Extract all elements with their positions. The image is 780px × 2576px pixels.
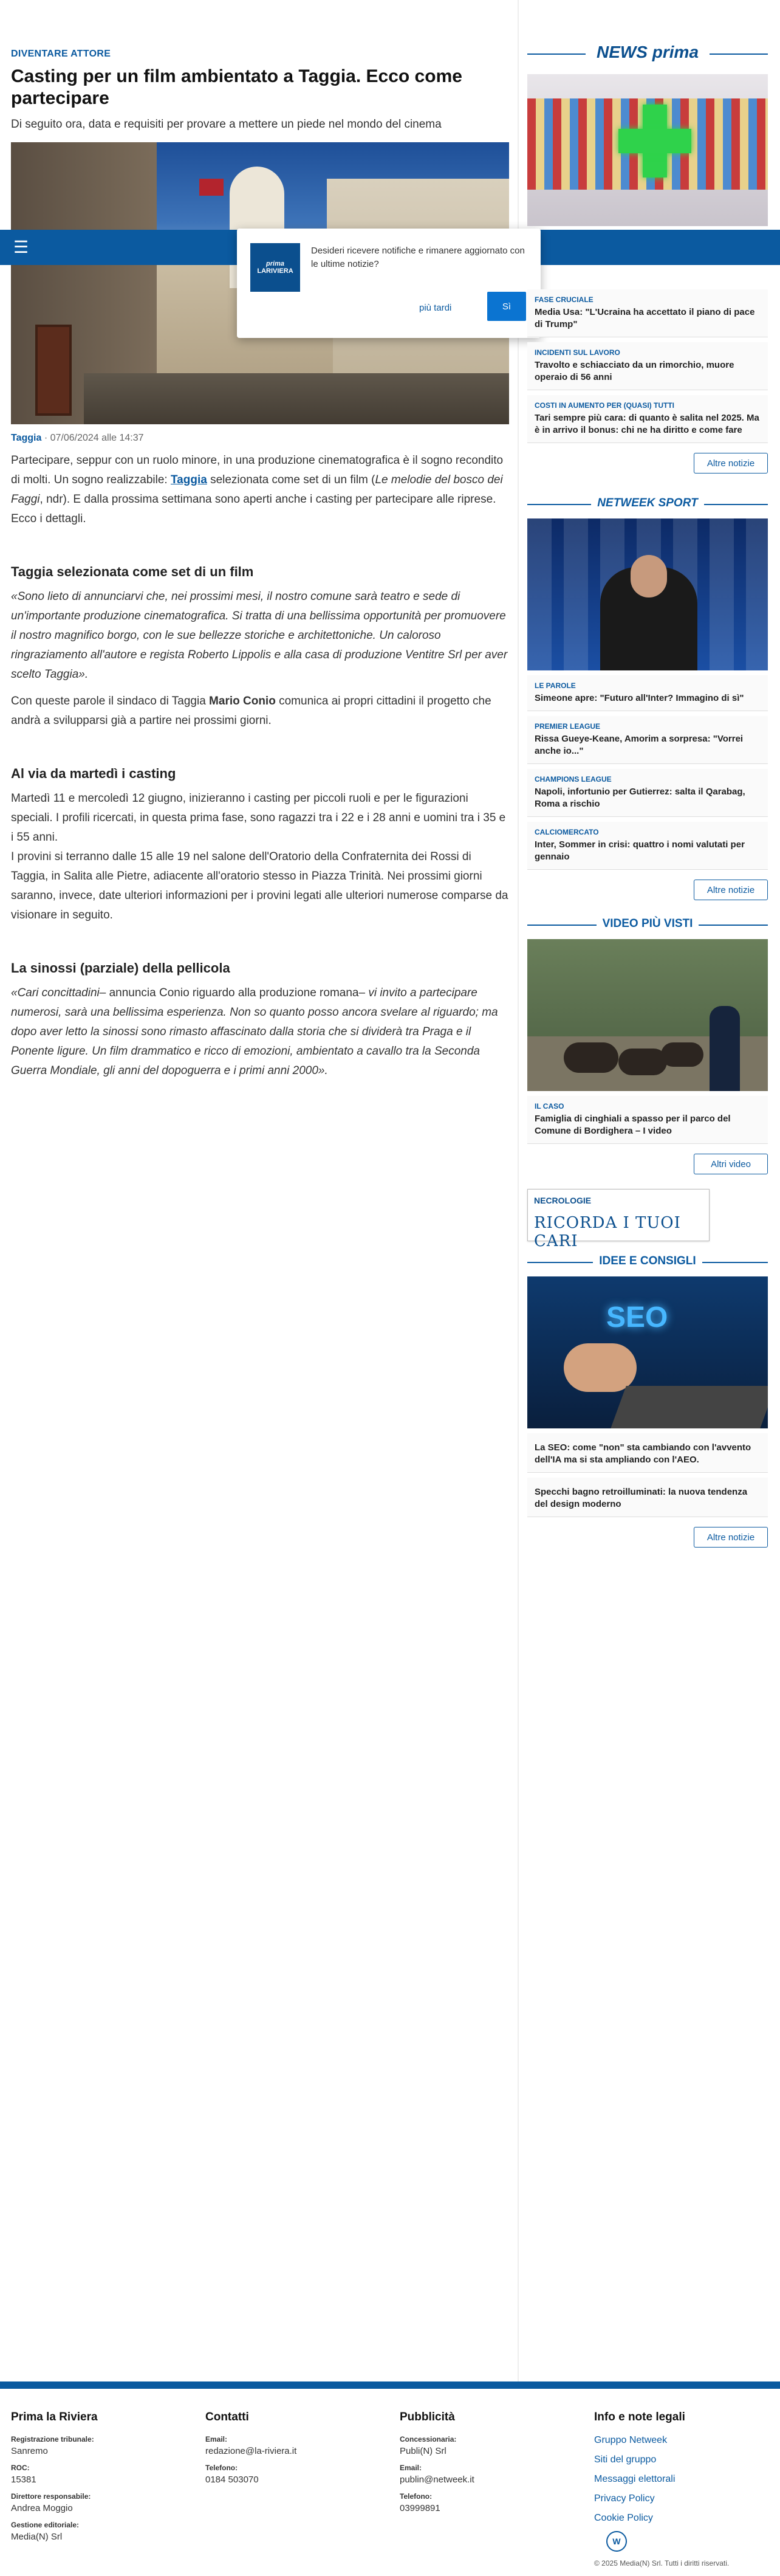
ideas-header (527, 1250, 768, 1274)
section-heading: La sinossi (parziale) della pellicola (11, 960, 230, 976)
more-ideas-button[interactable]: Altre notizie (694, 1527, 768, 1548)
allow-button[interactable]: Sì (487, 292, 526, 321)
footer-col-contacts: Contatti Email: redazione@la-riviera.it Telefono: 0184 503070 (205, 2411, 297, 2485)
video-item[interactable]: IL CASO Famiglia di cinghiali a spasso per il parco del Comune di Bordighera – I video (527, 1096, 768, 1144)
ideas-section-title: IDEE E CONSIGLI (593, 1255, 702, 1267)
sport-item[interactable]: PREMIER LEAGUE Rissa Gueye-Keane, Amorim a sorpresa: "Vorrei anche io..." (527, 716, 768, 764)
copyright: © 2025 Media(N) Srl. Tutti i diritti riservati. (594, 2559, 730, 2567)
article-quote: «Cari concittadini– annuncia Conio riguardo alla produzione romana– vi invito a partecipare numerosi, sarà una bellissima esperienza. Non so quanto posso ancora svelare al riguardo; ma dopo aver letto la sinossi sono rimasto affascinato dalla storia che si dividerà tra Praga e il Ponente ligure. Un film drammatico e ricco di emozioni, ambientato a cavallo tra la Seconda Guerra Mondiale, gli anni del dopoguerra e i primi anni 2000». (11, 987, 498, 1077)
column-divider (518, 0, 519, 2383)
news-item[interactable]: FASE CRUCIALE Media Usa: "L'Ucraina ha accettato il piano di pace di Trump" (527, 289, 768, 337)
footer-link[interactable]: Cookie Policy (594, 2513, 653, 2523)
sport-item[interactable]: CHAMPIONS LEAGUE Napoli, infortunio per Gutierrez: salta il Qarabag, Roma a rischio (527, 769, 768, 817)
more-videos-button[interactable]: Altri video (694, 1154, 768, 1174)
footer-col-ads: Pubblicità Concessionaria: Publi(N) Srl Email: publin@netweek.it Telefono: 03999891 (400, 2411, 474, 2513)
article-paragraph: I provini si terranno dalle 15 alle 19 nel salone dell'Oratorio della Confraternita dei Rossi di Taggia, in Salita alle Pietre, adiacente all'oratorio stesso in Piazza Trinità. Nei prossimi giorni saranno, invece, date ulteriori informazioni per i provini legati alle ulteriori numerose comparse da visionare in seguito. (11, 850, 508, 921)
footer-link[interactable]: Privacy Policy (594, 2493, 655, 2504)
video-thumbnail[interactable] (527, 939, 768, 1091)
popup-message: Desideri ricevere notifiche e rimanere aggiornato con le ultime notizie? (311, 246, 525, 269)
article-category-link[interactable]: Taggia (11, 433, 42, 443)
news-prima-logo[interactable]: NEWS prima (586, 43, 710, 62)
video-section-title: VIDEO PIÙ VISTI (597, 917, 699, 930)
seo-article-image[interactable]: SEO (527, 1276, 768, 1428)
ideas-item[interactable]: La SEO: come "non" sta cambiando con l'avvento dell'IA ma si sta ampliando con l'AEO. (527, 1433, 768, 1473)
ideas-item[interactable]: Specchi bagno retroilluminati: la nuova tendenza del design moderno (527, 1478, 768, 1517)
footer-link[interactable]: Siti del gruppo (594, 2454, 657, 2465)
sport-header (527, 492, 768, 516)
video-header (527, 912, 768, 937)
section-heading: Al via da martedì i casting (11, 766, 176, 781)
news-item[interactable]: INCIDENTI SUL LAVORO Travolto e schiacciato da un rimorchio, muore operaio di 56 anni (527, 342, 768, 390)
section-heading: Taggia selezionata come set di un film (11, 564, 254, 579)
more-news-button[interactable]: Altre notizie (694, 453, 768, 474)
news-prima-header (527, 36, 768, 71)
footer-link[interactable]: Messaggi elettorali (594, 2474, 676, 2484)
sport-image[interactable] (527, 518, 768, 670)
notification-popup (237, 229, 541, 338)
article-meta (11, 433, 509, 444)
article-paragraph: Partecipare, seppur con un ruolo minore, in una produzione cinematografica è il sogno recondito di molti. Un sogno realizzabile: Taggia selezionata come set di un film (Le melodie del bosco dei Faggi, ndr). E dalla prossima settimana sono aperti anche i casting per partecipare alle riprese. Ecco i dettagli. (11, 454, 504, 525)
necrologie-banner[interactable]: NECROLOGIE RICORDA I TUOI CARI (527, 1189, 710, 1241)
footer (0, 2381, 780, 2576)
footer-link[interactable]: Gruppo Netweek (594, 2435, 668, 2445)
pharmacy-ad-image[interactable] (527, 74, 768, 226)
more-sport-button[interactable]: Altre notizie (694, 880, 768, 900)
site-logo: prima LARIVIERA (250, 243, 300, 292)
news-item[interactable]: COSTI IN AUMENTO PER (QUASI) TUTTI Tari sempre più cara: di quanto è salita nel 2025. Ma è in arrivo il bonus: chi ne ha diritto e come fare (527, 395, 768, 443)
later-button[interactable]: più tardi (419, 303, 452, 313)
sport-item[interactable]: CALCIOMERCATO Inter, Sommer in crisi: quattro i nomi valutati per gennaio (527, 822, 768, 870)
footer-col-site: Prima la Riviera Registrazione tribunale: Sanremo ROC: 15381 Direttore responsabile: Andrea Moggio Gestione editoriale: Media(N) Srl (11, 2411, 98, 2542)
footer-col-legal: Info e note legali Gruppo Netweek Siti del gruppo Messaggi elettorali Privacy Policy Cookie Policy (594, 2411, 776, 2524)
article-paragraph: Martedì 11 e mercoledì 12 giugno, inizieranno i casting per piccoli ruoli e per le figurazioni speciali. I profili ricercati, in questa prima fase, sono ragazzi tra i 22 e i 28 anni e uomini tra i 35 e i 55 anni. (11, 792, 506, 844)
netweek-logo-icon[interactable]: W (606, 2531, 627, 2552)
article-subtitle: Di seguito ora, data e requisiti per provare a mettere un piede nel mondo del cinema (11, 118, 442, 131)
article-paragraph: Con queste parole il sindaco di Taggia Mario Conio comunica ai propri cittadini il progetto che andrà a svilupparsi già a partire nei prossimi giorni. (11, 695, 491, 727)
sidebar (527, 36, 768, 1548)
article-quote: «Sono lieto di annunciarvi che, nei prossimi mesi, il nostro comune sarà teatro e sede di un'importante produzione cinematografica. Si tratta di una bellissima opportunità per promuovere il nostro magnifico borgo, con le sue bellezze storiche e architettoniche. Un caloroso ringraziamento all'autore e regista Roberto Lippolis e alla casa di produzione Ventitre Srl per aver scelto Taggia». (11, 590, 508, 681)
menu-icon[interactable]: ☰ (13, 238, 29, 257)
article-date: · 07/06/2024 alle 14:37 (41, 433, 144, 443)
article (11, 49, 509, 1081)
netweek-sport-logo[interactable]: NETWEEK SPORT (591, 497, 703, 510)
taggia-link[interactable]: Taggia (170, 474, 207, 486)
sport-item[interactable]: LE PAROLE Simeone apre: "Futuro all'Inter? Immagino di sì" (527, 675, 768, 711)
article-title: Casting per un film ambientato a Taggia. Ecco come partecipare (11, 66, 462, 108)
article-kicker[interactable]: DIVENTARE ATTORE (11, 49, 111, 59)
